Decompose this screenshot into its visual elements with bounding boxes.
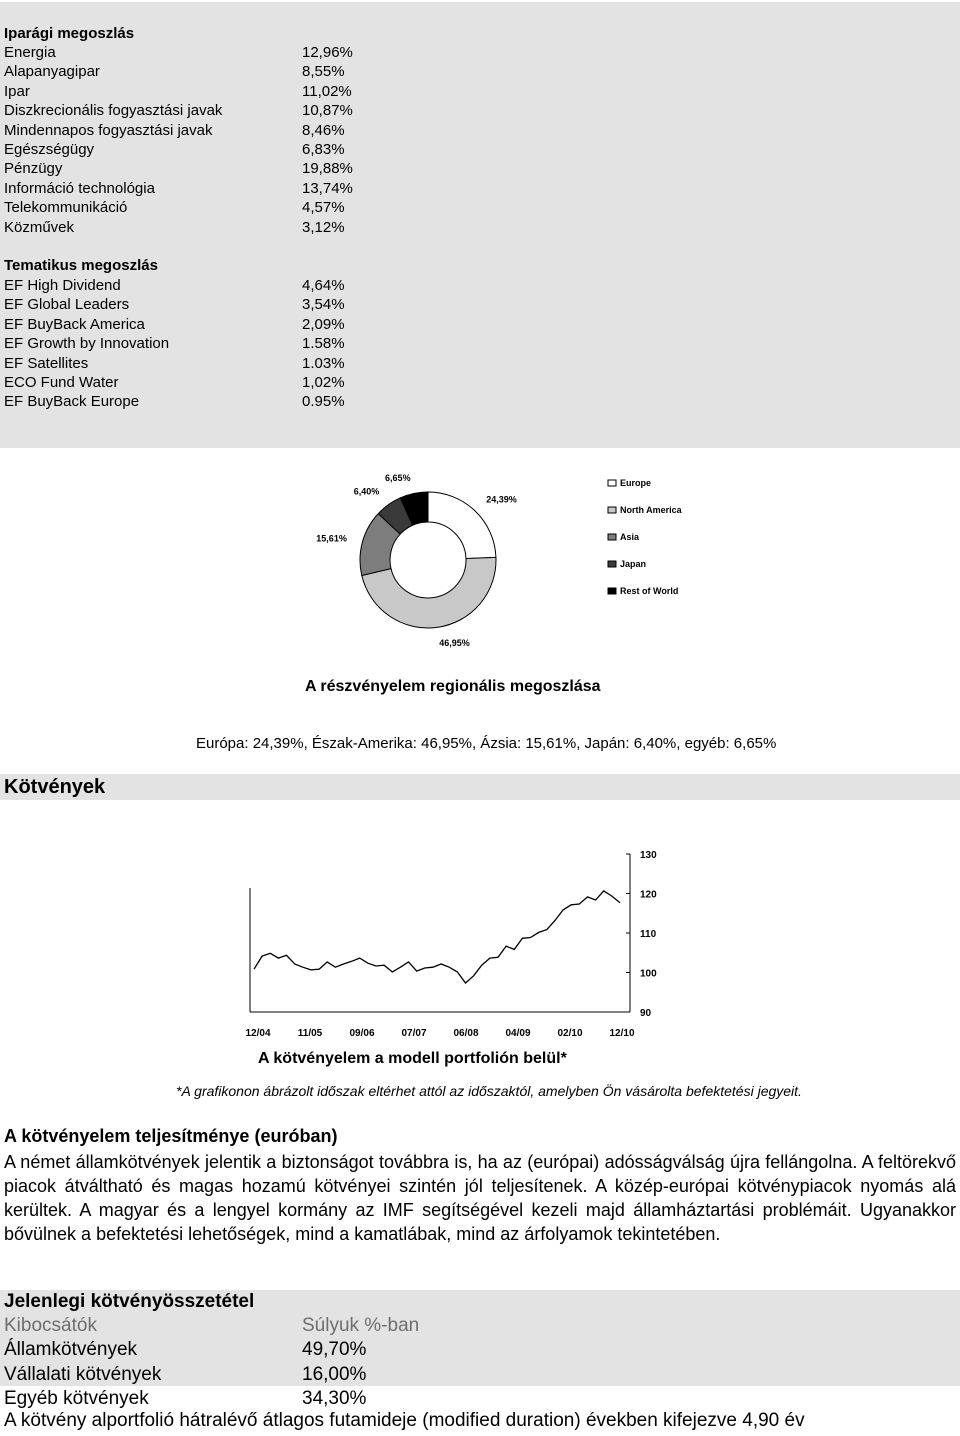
thematic-value: 1.58%: [302, 335, 345, 353]
industry-label: Ipar: [4, 82, 30, 100]
industry-value: 8,46%: [302, 121, 345, 139]
allocation-panel: [0, 2, 960, 448]
x-tick-label: 07/07: [401, 1028, 427, 1039]
composition-title: Jelenlegi kötvényösszetétel: [4, 1291, 255, 1312]
composition-label: Vállalati kötvények: [4, 1363, 162, 1385]
thematic-value: 4,64%: [302, 277, 345, 294]
thematic-value: 3,54%: [302, 296, 345, 314]
bonds-section-bar: [0, 774, 960, 800]
bond-performance-chart: [230, 840, 670, 1040]
industry-row: [4, 121, 345, 140]
x-tick-label: 06/08: [453, 1028, 479, 1039]
performance-paragraph: A német államkötvények jelentik a biztonságot továbbra is, ha az (európai) adósságválság újra fellángolna. A feltörekvő piacok átváltható és magas hozamú kötvényei szintén jól teljesítenek. A közép-európai kötvénypiacok nyomás alá kerültek. A magyar és a lengyel kormány az IMF segítségével kezeli majd államháztartási problémáit. Ugyanakkor bővülnek a befektetési lehetőségek, mind a kamatlábak, mind az árfolyamok tekintetében.: [4, 1152, 956, 1244]
thematic-row: [4, 392, 345, 411]
composition-value: 34,30%: [302, 1388, 367, 1409]
issuers-header: Kibocsátók: [4, 1315, 97, 1336]
composition-value: 16,00%: [302, 1363, 367, 1385]
industry-label: Mindennapos fogyasztási javak: [4, 121, 213, 139]
industry-value: 12,96%: [302, 44, 353, 61]
thematic-label: EF Growth by Innovation: [4, 335, 170, 353]
weights-header: Súlyuk %-ban: [302, 1315, 420, 1336]
legend-label: Europe: [620, 478, 652, 488]
industry-row: [4, 198, 345, 217]
thematic-label: EF Global Leaders: [4, 296, 130, 314]
industry-row: [4, 82, 352, 101]
x-tick-label: 12/04: [245, 1028, 271, 1039]
pie-value-label: 15,61%: [316, 533, 347, 544]
composition-row: [4, 1363, 366, 1387]
industry-value: 6,83%: [302, 141, 345, 158]
y-tick-label: 120: [640, 889, 657, 901]
industry-value: 3,12%: [302, 218, 345, 236]
industry-value: 11,02%: [302, 82, 352, 100]
composition-label: Egyéb kötvények: [4, 1388, 149, 1409]
legend-label: Rest of World: [620, 586, 679, 596]
industry-row: [4, 43, 353, 62]
y-tick-label: 130: [640, 850, 657, 861]
thematic-row: [4, 295, 345, 314]
industry-label: Diszkrecionális fogyasztási javak: [4, 102, 223, 120]
thematic-label: EF BuyBack America: [4, 315, 145, 333]
composition-row: [4, 1338, 366, 1362]
industry-value: 13,74%: [302, 179, 353, 197]
thematic-value: 2,09%: [302, 315, 345, 333]
pie-chart-title: A részvényelem regionális megoszlása: [305, 678, 601, 695]
pie-value-label: 24,39%: [486, 494, 517, 505]
pie-value-label: 6,40%: [353, 486, 380, 497]
industry-label: Információ technológia: [4, 179, 155, 197]
thematic-row: [4, 373, 345, 392]
industry-label: Energia: [4, 44, 56, 61]
thematic-value: 1.03%: [302, 354, 345, 372]
y-tick-label: 100: [640, 968, 657, 980]
thematic-label: ECO Fund Water: [4, 374, 119, 391]
bond-series-line: [254, 891, 620, 983]
industry-title: Iparági megoszlás: [4, 25, 135, 42]
industry-row: [4, 62, 345, 81]
industry-value: 10,87%: [302, 102, 353, 120]
thematic-row: [4, 276, 345, 295]
x-tick-label: 12/10: [609, 1028, 635, 1039]
industry-value: 19,88%: [302, 160, 353, 178]
x-tick-label: 11/05: [297, 1028, 323, 1039]
legend-swatch: [608, 588, 616, 594]
industry-label: Telekommunikáció: [4, 199, 128, 217]
bonds-title: Kötvények: [4, 776, 106, 798]
pie-caption: Európa: 24,39%, Észak-Amerika: 46,95%, Ázsia: 15,61%, Japán: 6,40%, egyéb: 6,65%: [196, 735, 777, 752]
x-tick-label: 04/09: [505, 1028, 531, 1039]
y-tick-label: 110: [640, 929, 657, 940]
legend-swatch: [608, 561, 616, 567]
composition-row: [4, 1387, 366, 1411]
legend-swatch: [608, 534, 616, 540]
thematic-row: [4, 354, 345, 373]
performance-heading: A kötvényelem teljesítménye (euróban): [4, 1126, 338, 1146]
composition-header-row: [4, 1314, 419, 1338]
thematic-row: [4, 315, 345, 334]
industry-label: Pénzügy: [4, 160, 63, 178]
legend-swatch: [608, 507, 616, 513]
thematic-label: EF BuyBack Europe: [4, 393, 140, 411]
industry-row: [4, 218, 345, 237]
legend-swatch: [608, 480, 616, 486]
x-tick-label: 09/06: [349, 1028, 375, 1039]
industry-label: Egészségügy: [4, 141, 95, 158]
y-tick-label: 90: [640, 1008, 652, 1019]
thematic-row: [4, 334, 345, 353]
legend-label: Japan: [620, 559, 647, 569]
industry-row: [4, 159, 353, 178]
industry-row: [4, 101, 353, 120]
industry-label: Alapanyagipar: [4, 63, 100, 81]
legend-label: North America: [620, 505, 682, 515]
legend-label: Asia: [620, 532, 640, 542]
thematic-label: EF Satellites: [4, 354, 89, 372]
pie-value-label: 6,65%: [385, 472, 411, 483]
thematic-label: EF High Dividend: [4, 277, 121, 294]
line-chart-title: A kötvényelem a modell portfolión belül*: [258, 1050, 567, 1067]
industry-label: Közművek: [4, 218, 75, 236]
composition-value: 49,70%: [302, 1339, 367, 1360]
chart-footnote: *A grafikonon ábrázolt időszak eltérhet attól az időszaktól, amelyben Ön vásárolta befektetési jegyeit.: [176, 1083, 802, 1099]
thematic-value: 0.95%: [302, 393, 345, 411]
pie-value-label: 46,95%: [439, 638, 470, 649]
composition-label: Államkötvények: [4, 1339, 138, 1360]
thematic-title: Tematikus megoszlás: [4, 257, 158, 274]
regional-pie-chart: [300, 460, 720, 660]
duration-text: A kötvény alportfolió hátralévő átlagos futamideje (modified duration) években kifejezve 4,90 év: [4, 1410, 805, 1431]
thematic-value: 1,02%: [302, 374, 345, 391]
industry-value: 8,55%: [302, 63, 345, 81]
x-tick-label: 02/10: [557, 1028, 583, 1039]
industry-row: [4, 140, 345, 159]
industry-value: 4,57%: [302, 199, 345, 217]
industry-row: [4, 179, 353, 198]
